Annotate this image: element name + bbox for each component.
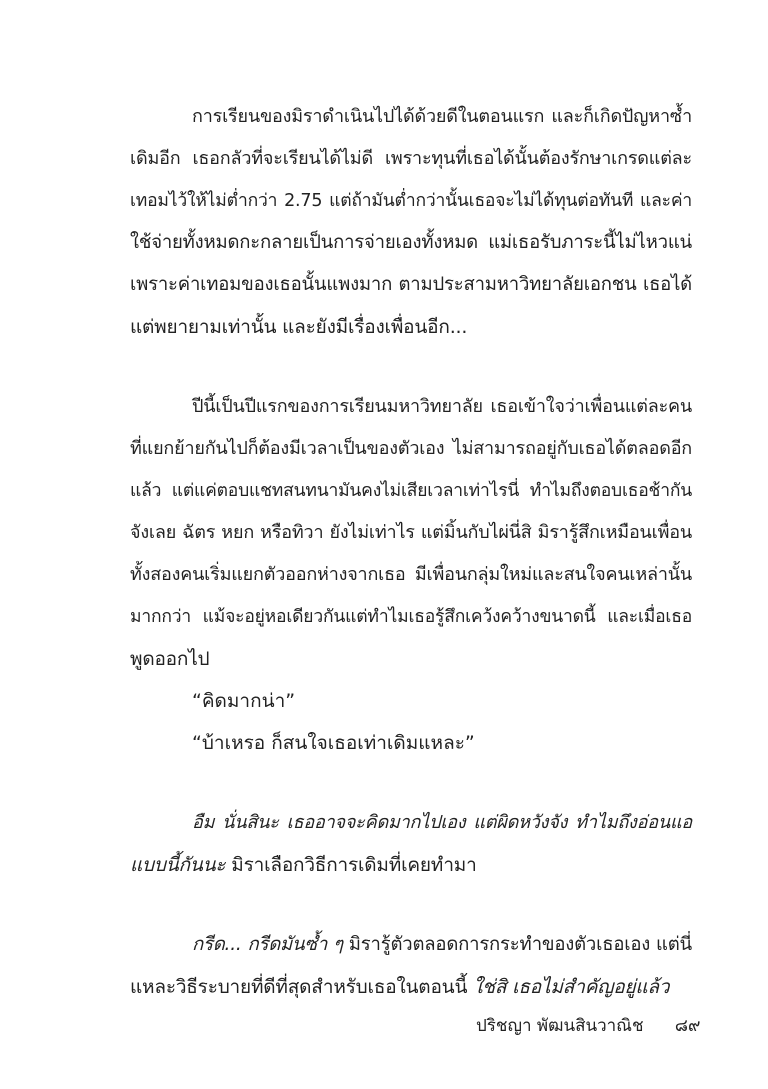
paragraph-2-line: ที่แยกย้ายกันไปก็ต้องมีเวลาเป็นของตัวเอง ไม่สามารถอยู่กับเธอได้ตลอดอีก <box>130 438 692 459</box>
footer-page-number: ๘๙ <box>674 1016 701 1036</box>
paragraph-3 <box>130 802 692 886</box>
paragraph-2-line: จังเลย ฉัตร หยก หรือทิวา ยังไม่เท่าไร แต่มิ้นกับไผ่นี่สิ มิรารู้สึกเหมือนเพื่อน <box>130 522 692 543</box>
paragraph-1-line: เดิมอีก เธอกลัวที่จะเรียนได้ไม่ดี เพราะทุนที่เธอได้นั้นต้องรักษาเกรดแต่ละ <box>130 148 692 169</box>
paragraph-2-line: แล้ว แต่แค่ตอบแชทสนทนามันคงไม่เสียเวลาเท่าไรนี่ ทำไมถึงตอบเธอช้ากัน <box>130 481 692 501</box>
page-body <box>130 96 692 1008</box>
paragraph-1-line: เพราะค่าเทอมของเธอนั้นแพงมาก ตามประสามหาวิทยาลัยเอกชน เธอได้ <box>130 274 692 295</box>
paragraph-1-line: แต่พยายามเท่านั้น และยังมีเรื่องเพื่อนอีก... <box>130 316 468 338</box>
dialog-line-2: “บ้าเหรอ ก็สนใจเธอเท่าเดิมแหละ” <box>192 732 475 754</box>
dialog-line-1: “คิดมากน่า” <box>192 690 296 712</box>
paragraph-4 <box>130 924 692 1008</box>
inner-thought-text: แบบนี้กันนะ <box>130 854 226 876</box>
paragraph-4-line <box>130 966 692 1008</box>
paragraph-1 <box>130 96 692 348</box>
paragraph-3-line <box>130 802 692 844</box>
narration-text: แหละวิธีระบายที่ดีที่สุดสำหรับเธอในตอนนี้ <box>130 976 474 998</box>
paragraph-3-line <box>130 844 692 886</box>
paragraph-4-line <box>130 924 692 966</box>
paragraph-1-line: ใช้จ่ายทั้งหมดกะกลายเป็นการจ่ายเองทั้งหมด แม่เธอรับภาระนี้ไม่ไหวแน่ <box>130 232 692 253</box>
footer-author: ปริชญา พัฒนสินวาณิช <box>476 1016 644 1036</box>
paragraph-2-line: พูดออกไป <box>130 648 210 670</box>
inner-thought-text: ใช่สิ เธอไม่สำคัญอยู่แล้ว <box>473 976 670 998</box>
narration-text: มิราเลือกวิธีการเดิมที่เคยทำมา <box>225 854 477 876</box>
inner-thought-text: อืม นั่นสินะ เธออาจจะคิดมากไปเอง แต่ผิดหวังจัง ทำไมถึงอ่อนแอ <box>192 812 692 833</box>
narration-text: มิรารู้ตัวตลอดการกระทำของตัวเธอเอง แต่นี่ <box>342 934 692 955</box>
paragraph-2 <box>130 386 692 680</box>
page-footer <box>476 1012 700 1039</box>
paragraph-2-line: ทั้งสองคนเริ่มแยกตัวออกห่างจากเธอ มีเพื่อนกลุ่มใหม่และสนใจคนเหล่านั้น <box>130 564 692 585</box>
paragraph-2-line: ปีนี้เป็นปีแรกของการเรียนมหาวิทยาลัย เธอเข้าใจว่าเพื่อนแต่ละคน <box>192 396 692 417</box>
paragraph-2-line: มากกว่า แม้จะอยู่หอเดียวกันแต่ทำไมเธอรู้สึกเคว้งคว้างขนาดนี้ และเมื่อเธอ <box>130 607 692 627</box>
paragraph-1-line: เทอมไว้ให้ไม่ต่ำกว่า 2.75 แต่ถ้ามันต่ำกว่านั้นเธอจะไม่ได้ทุนต่อทันที และค่า <box>130 191 692 211</box>
inner-thought-text: กรีด... กรีดมันซ้ำ ๆ <box>192 934 343 955</box>
paragraph-1-line: การเรียนของมิราดำเนินไปได้ด้วยดีในตอนแรก และก็เกิดปัญหาซ้ำ <box>192 106 692 127</box>
